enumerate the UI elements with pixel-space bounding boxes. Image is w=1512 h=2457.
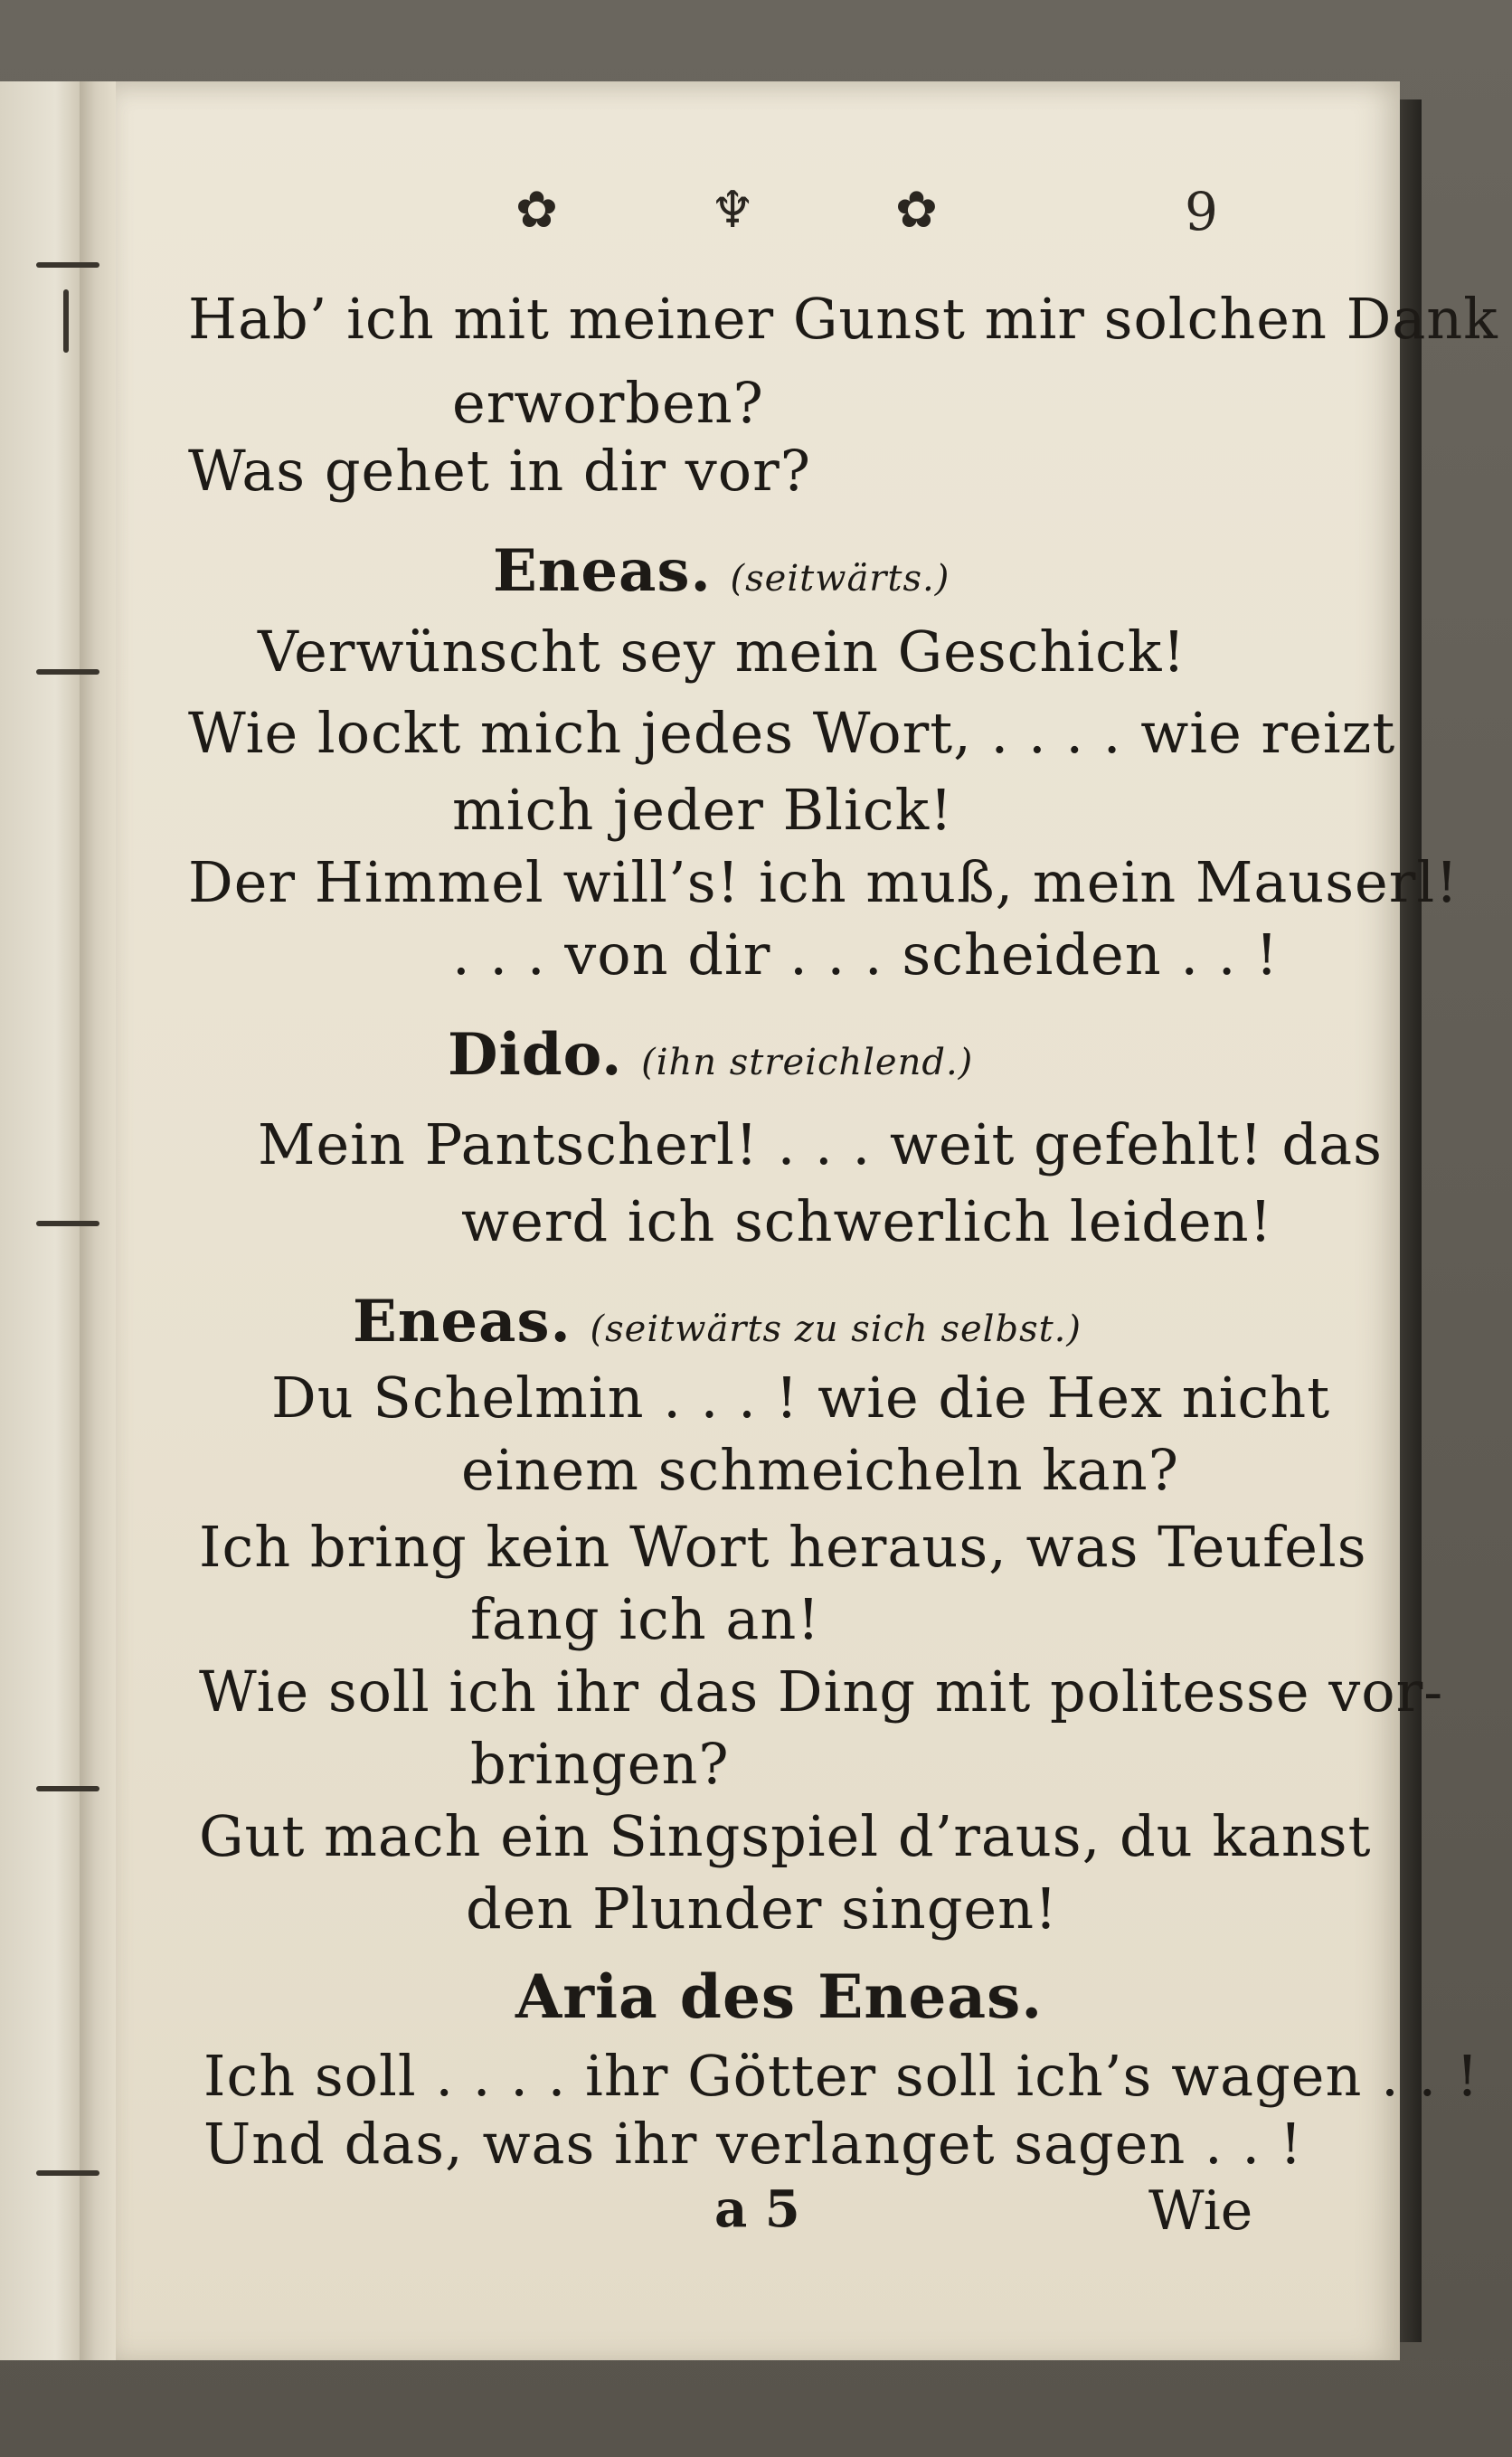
text-line: Ich soll . . . . ihr Götter soll ich’s wagen . . ! [203, 2043, 1479, 2109]
text-line: Du Schelmin . . . ! wie die Hex nicht [271, 1365, 1331, 1431]
speaker-name: Eneas. [493, 537, 712, 605]
text-line: fang ich an! [470, 1586, 821, 1652]
header-ornament-center: ♆ [710, 181, 756, 240]
printer-signature: a 5 [714, 2179, 800, 2239]
header-ornament-right: ✿ [895, 181, 938, 240]
speaker-name: Dido. [448, 1021, 623, 1089]
header-ornament-left: ✿ [515, 181, 558, 240]
text-line: werd ich schwerlich leiden! [461, 1188, 1273, 1254]
text-line: Wie soll ich ihr das Ding mit politesse vor- [199, 1658, 1444, 1725]
binding-thread [36, 669, 99, 675]
text-line: Der Himmel will’s! ich muß, mein Mauserl! [188, 849, 1460, 915]
text-line: mich jeder Blick! [452, 777, 954, 843]
text-line: Ich bring kein Wort heraus, was Teufels [199, 1514, 1367, 1580]
text-line: bringen? [470, 1731, 730, 1797]
stage-direction: (ihn streichlend.) [641, 1042, 974, 1083]
binding-thread [36, 1221, 99, 1226]
binding-thread [36, 2170, 99, 2176]
binding-thread [36, 262, 99, 268]
speaker-line [493, 537, 950, 605]
text-line: den Plunder singen! [466, 1876, 1058, 1942]
binding-thread [36, 1786, 99, 1791]
text-line: Und das, was ihr verlanget sagen . . ! [203, 2111, 1303, 2177]
text-line: einem schmeicheln kan? [461, 1437, 1179, 1503]
speaker-name: Eneas. [353, 1288, 572, 1356]
speaker-line [353, 1288, 1082, 1356]
text-line: erworben? [452, 370, 764, 436]
aria-heading: Aria des Eneas. [515, 1961, 1044, 2032]
speaker-line [448, 1021, 974, 1089]
text-line: . . . von dir . . . scheiden . . ! [452, 921, 1280, 988]
text-line: Gut mach ein Singspiel d’raus, du kanst [199, 1803, 1372, 1869]
binding-thread [63, 289, 69, 353]
page-edge-shadow [1400, 99, 1422, 2342]
page-number: 9 [1185, 181, 1218, 242]
text-line: Verwünscht sey mein Geschick! [258, 619, 1186, 685]
text-line: Mein Pantscherl! . . . weit gefehlt! das [258, 1111, 1383, 1177]
text-line: Wie lockt mich jedes Wort, . . . . wie reizt [188, 700, 1396, 766]
stage-direction: (seitwärts.) [730, 558, 950, 600]
text-line: Was gehet in dir vor? [188, 438, 812, 504]
catchword: Wie [1148, 2179, 1253, 2243]
stage-direction: (seitwärts zu sich selbst.) [590, 1309, 1082, 1350]
text-line: Hab’ ich mit meiner Gunst mir solchen Dank [188, 286, 1498, 352]
